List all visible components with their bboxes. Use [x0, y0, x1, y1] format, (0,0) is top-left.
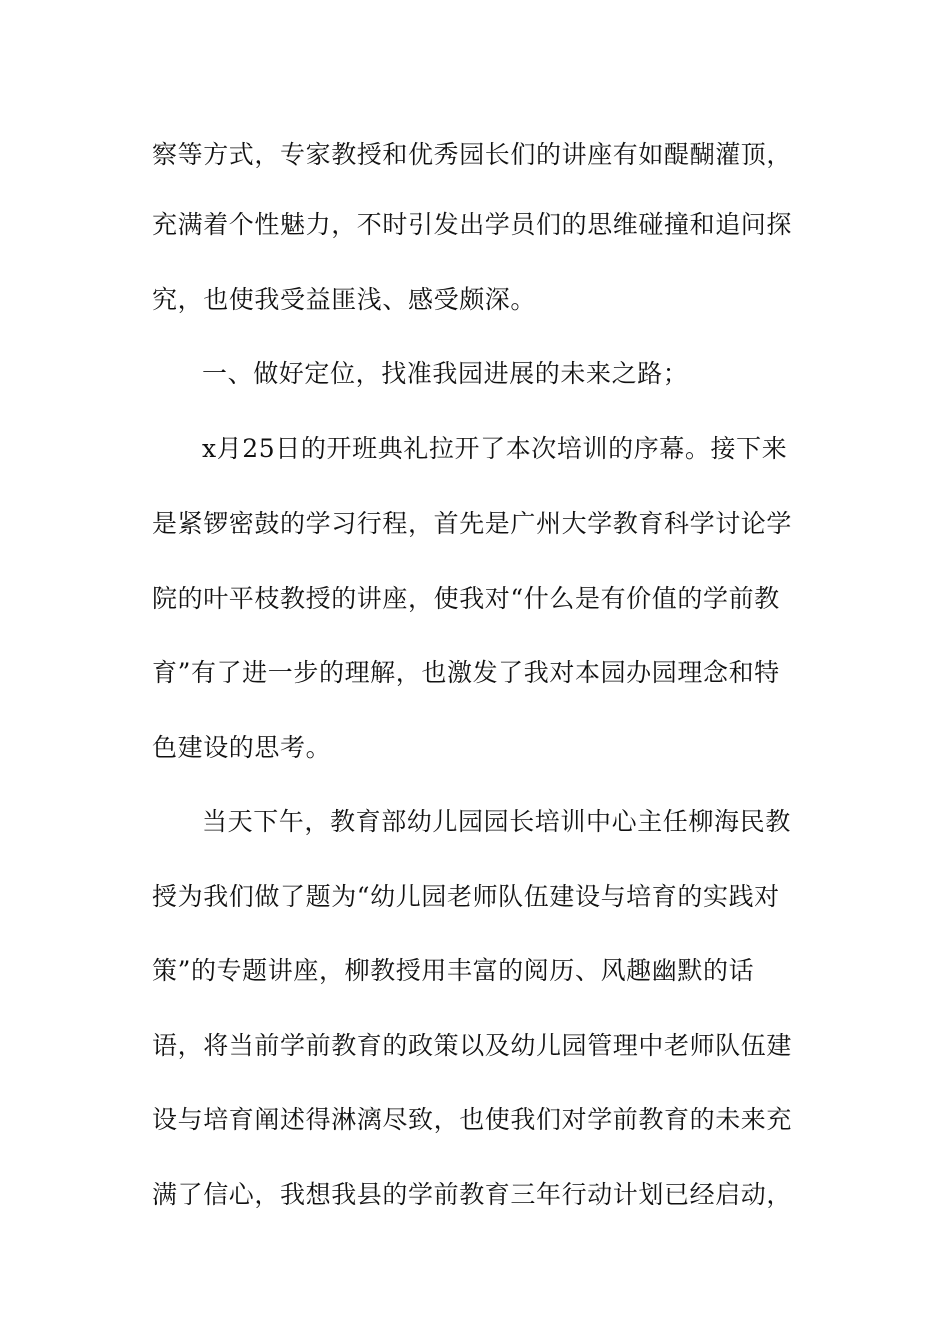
- text-line: 当天下午，教育部幼儿园园长培训中心主任柳海民教: [202, 807, 791, 836]
- section-heading: 一、做好定位，找准我园进展的未来之路；: [202, 359, 689, 388]
- text-line: x月25日的开班典礼拉开了本次培训的序幕。接下来: [202, 434, 788, 463]
- text-line: 语，将当前学前教育的政策以及幼儿园管理中老师队伍建: [152, 1031, 793, 1060]
- text-line: 授为我们做了题为“幼儿园老师队伍建设与培育的实践对: [152, 882, 780, 911]
- text-line: 院的叶平枝教授的讲座，使我对“什么是有价值的学前教: [152, 584, 780, 613]
- text-line: 究，也使我受益匪浅、感受颇深。: [152, 285, 537, 314]
- text-line: 是紧锣密鼓的学习行程，首先是广州大学教育科学讨论学: [152, 509, 793, 538]
- text-line: 策”的专题讲座，柳教授用丰富的阅历、风趣幽默的话: [152, 956, 755, 985]
- text-line: 设与培育阐述得淋漓尽致，也使我们对学前教育的未来充: [152, 1105, 793, 1134]
- text-line: 育”有了进一步的理解，也激发了我对本园办园理念和特: [152, 658, 780, 687]
- text-line: 充满着个性魅力，不时引发出学员们的思维碰撞和追问探: [152, 210, 793, 239]
- text-line: 察等方式，专家教授和优秀园长们的讲座有如醍醐灌顶，: [152, 140, 793, 169]
- text-line: 色建设的思考。: [152, 733, 332, 762]
- text-line: 满了信心，我想我县的学前教育三年行动计划已经启动，: [152, 1180, 793, 1209]
